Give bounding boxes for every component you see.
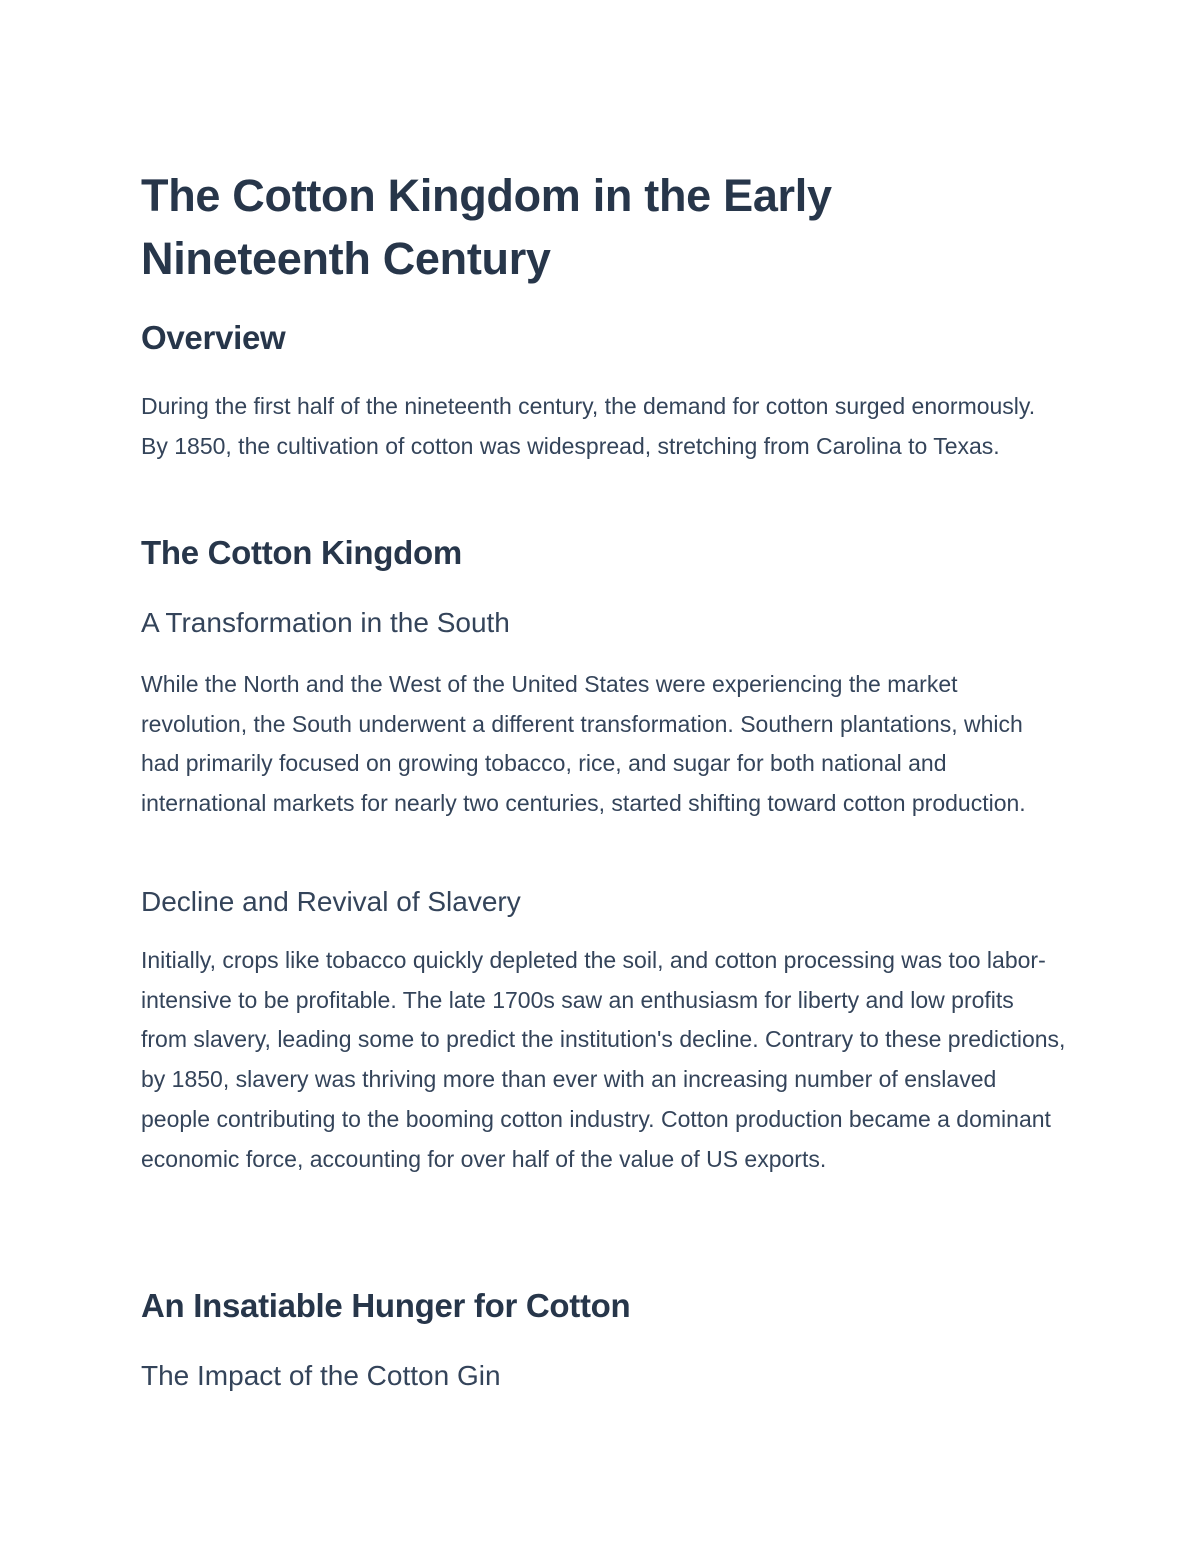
subheading-cotton-gin: The Impact of the Cotton Gin	[141, 1360, 501, 1391]
heading-cotton-kingdom: The Cotton Kingdom	[141, 534, 462, 571]
paragraph-overview: During the first half of the nineteenth century, the demand for cotton surged enormously. By 1850, the cultivation of cotton was widespread, stretching from Carolina to Texas.	[141, 393, 1036, 459]
paragraph-decline-revival: Initially, crops like tobacco quickly depleted the soil, and cotton processing was too labor-intensive to be profitable. The late 1700s saw an enthusiasm for liberty and low profits from slavery, leading some to predict the institution's decline. Contrary to these predictions, by 1850, slavery was thriving more than ever with an increasing number of enslaved people contributing to the booming cotton industry. Cotton production became a dominant economic force, accounting for over half of the value of US exports.	[141, 947, 1066, 1172]
subheading-transformation-south: A Transformation in the South	[141, 607, 510, 638]
subheading-decline-revival: Decline and Revival of Slavery	[141, 886, 521, 917]
heading-overview: Overview	[141, 319, 286, 356]
heading-insatiable-hunger: An Insatiable Hunger for Cotton	[141, 1287, 631, 1324]
document-title: The Cotton Kingdom in the Early Nineteenth Century	[141, 170, 832, 284]
paragraph-transformation-south: While the North and the West of the United States were experiencing the market revolution, the South underwent a different transformation. Southern plantations, which had primarily focused on growing tobacco, rice, and sugar for both national and international markets for nearly two centuries, started shifting toward cotton production.	[141, 671, 1026, 817]
